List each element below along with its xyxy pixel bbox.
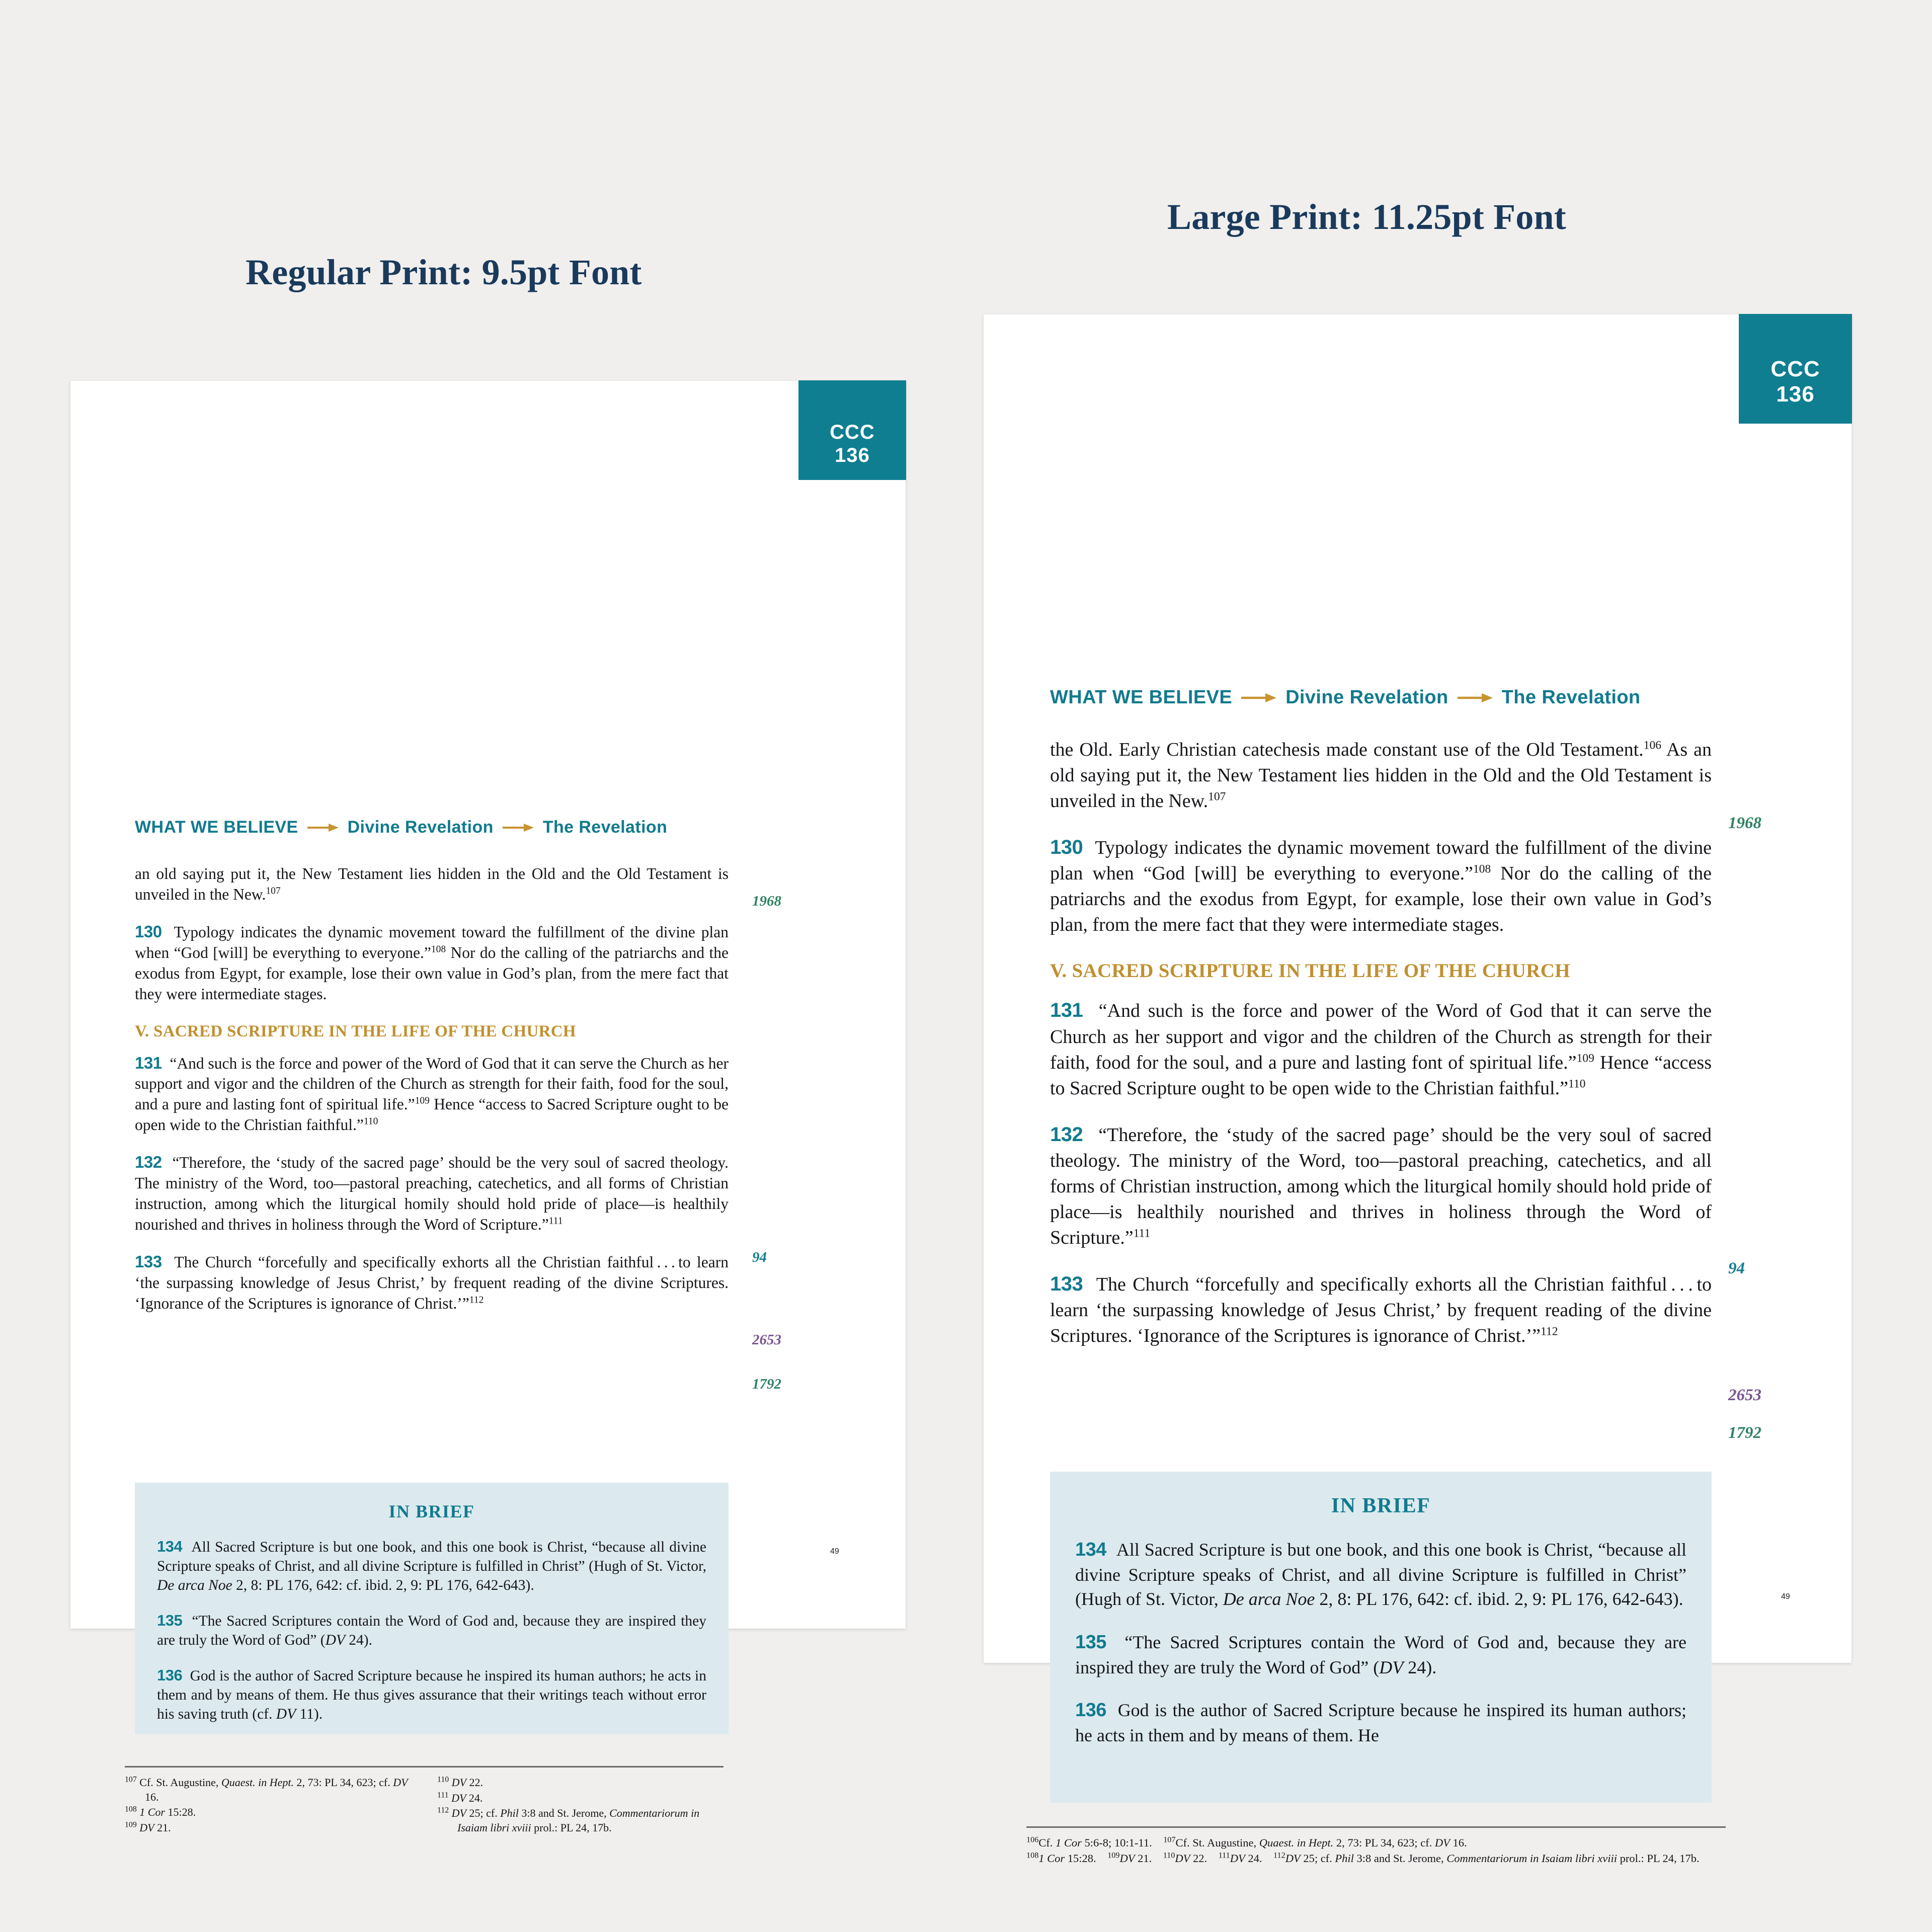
folio-page-number: 49	[1781, 1592, 1790, 1601]
footnote-item	[437, 1791, 723, 1806]
paragraph-text: Typology indicates the dynamic movement toward the fulfillment of the divine plan when “God [will] be everything to everyone.”$^{108}$ Nor do the calling of the patriarchs and the exodus from Egypt, for example, lose their own value in God’s plan, from the mere fact that they were intermediate stages.	[1050, 837, 1712, 936]
in-brief-paragraph	[1075, 1630, 1686, 1679]
arrow-right-icon	[503, 822, 534, 833]
paragraph-number: 136	[1075, 1699, 1106, 1721]
footnote-marker: 107	[125, 1775, 137, 1784]
paragraph-number: 130	[135, 922, 162, 941]
paragraph-text: “The Sacred Scriptures contain the Word of God and, because they are inspired they are truly the Word of God” (DV 24).	[157, 1613, 706, 1649]
in-brief-paragraph	[157, 1537, 706, 1595]
paragraph-number: 134	[157, 1537, 183, 1555]
paragraph-text: All Sacred Scripture is but one book, and this one book is Christ, “because all divine Scripture speaks of Christ, and all divine Scripture is fulfilled in Christ” (Hugh of St. Victor, De arca Noe 2, 8: PL 176, 642: cf. ibid. 2, 9: PL 176, 642-643).	[157, 1539, 707, 1594]
ccc-reference-tab	[1739, 314, 1852, 424]
footnote-marker: 110	[437, 1775, 449, 1784]
paragraph-number: 132	[135, 1153, 162, 1172]
in-brief-title: IN BRIEF	[388, 1501, 475, 1521]
paragraph	[1050, 834, 1712, 938]
footnote-text: DV 24.	[451, 1791, 483, 1804]
ccc-tab-number: 136	[1776, 382, 1815, 407]
margin-reference-number: 94	[752, 1249, 767, 1265]
ccc-tab-label: CCC	[1770, 356, 1820, 381]
footnote-item	[125, 1805, 411, 1820]
footnote-text: DV 21.	[139, 1821, 171, 1834]
paragraph-number: 135	[1075, 1631, 1106, 1653]
breadcrumb-item-divine-revelation[interactable]: Divine Revelation	[1285, 687, 1448, 708]
paragraph-text: “Therefore, the ‘study of the sacred page’ should be the very soul of sacred theology. The ministry of the Word, too—pastoral preaching, catechetics, and all forms of Christian instruction, among which the liturgical homily should hold pride of place—is healthily nourished and thrives in holiness through the Word of Scripture.”$^{111}$	[1050, 1124, 1712, 1248]
folio-page-number: 49	[830, 1547, 839, 1556]
paragraph	[1050, 737, 1712, 814]
margin-reference-number: 2653	[752, 1332, 781, 1348]
paragraph-text: God is the author of Sacred Scripture because he inspired its human authors; he acts in them and by means of them. He thus gives assurance that their writings teach without error his saving truth (cf. DV 11).	[157, 1667, 706, 1723]
margin-reference-number: 1968	[752, 893, 781, 909]
margin-reference-number: 1792	[1728, 1424, 1761, 1442]
breadcrumb-item-divine-revelation[interactable]: Divine Revelation	[347, 818, 494, 837]
footnote-marker: 109	[125, 1820, 137, 1829]
paragraph-text: “Therefore, the ‘study of the sacred page’ should be the very soul of sacred theology. The ministry of the Word, too—pastoral preaching, catechetics, and all forms of Christian instruction, among which the liturgical homily should hold pride of place—is healthily nourished and thrives in holiness through the Word of Scripture.”$^{111}$	[135, 1154, 729, 1234]
paragraph-text: an old saying put it, the New Testament lies hidden in the Old and the Old Testament is unveiled in the New.$^{107}$	[135, 865, 729, 903]
paragraph	[135, 1053, 729, 1136]
in-brief-paragraph	[157, 1611, 706, 1650]
footnote-divider	[1026, 1826, 1726, 1828]
paragraph	[135, 864, 729, 905]
footnote-marker: 112	[437, 1806, 449, 1815]
paragraph	[1050, 1271, 1712, 1349]
paragraph-number: 135	[157, 1611, 183, 1629]
paragraph-text: “And such is the force and power of the Word of God that it can serve the Church as her support and vigor and the children of the Church as strength for their faith, food for the soul, and a pure and lasting font of spiritual life.”$^{109}$ Hence “access to Sacred Scripture ought to be open wide to the Christian faithful.”$^{110}$	[1050, 1000, 1712, 1099]
margin-reference-number: 1968	[1728, 814, 1761, 832]
in-brief-paragraph	[1075, 1698, 1686, 1747]
body-column	[135, 864, 729, 1330]
paragraph-number: 136	[157, 1666, 183, 1684]
in-brief-box	[135, 1483, 729, 1734]
ccc-tab-label: CCC	[830, 421, 875, 443]
breadcrumb-item-what-we-believe[interactable]: WHAT WE BELIEVE	[1050, 687, 1233, 708]
footnote-text: DV 22.	[451, 1776, 483, 1789]
breadcrumb-item-the-revelation[interactable]: The Revelation	[1501, 687, 1641, 708]
arrow-right-icon	[307, 822, 339, 833]
breadcrumb-item-the-revelation[interactable]: The Revelation	[542, 818, 668, 837]
paragraph-number: 133	[1050, 1272, 1083, 1295]
footnote-list	[1026, 1835, 1731, 1866]
breadcrumb-item-what-we-believe[interactable]: WHAT WE BELIEVE	[135, 818, 298, 837]
footnote-marker: 111	[437, 1791, 449, 1800]
paragraph-number: 131	[135, 1053, 162, 1072]
paragraph	[135, 1251, 729, 1314]
paragraph-number: 132	[1050, 1123, 1083, 1146]
paragraph-text: the Old. Early Christian catechesis made constant use of the Old Testament.$^{106}$ As an old saying put it, the New Testament lies hidden in the Old and the Old Testament is unveiled in the New.$^{107}$	[1050, 739, 1712, 812]
paragraph-text: The Church “forcefully and specifically exhorts all the Christian faithful . . . to learn ‘the surpassing knowledge of Jesus Christ,’ by frequent reading of the divine Scriptures. ‘Ignorance of the Scriptures is ignorance of Christ.’”$^{112}$	[1050, 1273, 1712, 1347]
footnote-marker: 108	[125, 1805, 137, 1814]
footnote-item	[125, 1821, 411, 1835]
breadcrumb	[1050, 687, 1641, 708]
footnote-divider	[125, 1766, 723, 1767]
footnote-item: $^{106}$Cf. 1 Cor 5:6-8; 10:1-11. $^{107}$Cf. St. Augustine, Quaest. in Hept. 2, 73: PL 34, 623; cf. DV 16. $^{108}$1 Cor 15:28. $^{109}$DV 21. $^{110}$DV 22. $^{111}$DV 24. $^{112}$DV 25; cf. Phil 3:8 and St. Jerome, Commentariorum in Isaiam libri xviii prol.: PL 24, 17b.	[1026, 1835, 1700, 1865]
paragraph-number: 133	[135, 1252, 162, 1271]
breadcrumb	[135, 818, 667, 837]
section-heading: V. SACRED SCRIPTURE IN THE LIFE OF THE CHURCH	[1050, 960, 1570, 982]
arrow-right-icon	[1241, 692, 1276, 704]
paragraph-text: God is the author of Sacred Scripture because he inspired its human authors; he acts in them and by means of them. He	[1075, 1700, 1687, 1745]
page-sheet-large-print	[984, 314, 1852, 1865]
page-sheet-regular-print	[70, 381, 906, 1834]
margin-reference-number: 94	[1728, 1259, 1745, 1277]
caption-large-print: Large Print: 11.25pt Font	[1167, 197, 1566, 237]
body-column	[1050, 737, 1712, 1369]
footnote-item	[125, 1776, 411, 1804]
paragraph-number: 134	[1075, 1539, 1106, 1561]
footnote-item	[437, 1776, 723, 1790]
arrow-right-icon	[1458, 692, 1493, 704]
caption-regular-print: Regular Print: 9.5pt Font	[246, 252, 642, 292]
footnote-text: Cf. St. Augustine, Quaest. in Hept. 2, 73: PL 34, 623; cf. DV 16.	[139, 1776, 408, 1803]
margin-reference-number: 2653	[1728, 1386, 1761, 1404]
paragraph-text: Typology indicates the dynamic movement toward the fulfillment of the divine plan when “God [will] be everything to everyone.”$^{108}$ Nor do the calling of the patriarchs and the exodus from Egypt, for example, lose their own value in God’s plan, from the mere fact that they were intermediate stages.	[135, 923, 729, 1003]
in-brief-title: IN BRIEF	[1331, 1494, 1431, 1517]
paragraph	[1050, 997, 1712, 1101]
footnote-list	[125, 1776, 723, 1836]
paragraph-text: All Sacred Scripture is but one book, and this one book is Christ, “because all divine Scripture speaks of Christ, and all divine Scripture is fulfilled in Christ” (Hugh of St. Victor, De arca Noe 2, 8: PL 176, 642: cf. ibid. 2, 9: PL 176, 642-643).	[1075, 1540, 1687, 1609]
in-brief-paragraph	[1075, 1537, 1686, 1611]
paragraph-number: 131	[1050, 999, 1083, 1022]
footnote-text: DV 25; cf. Phil 3:8 and St. Jerome, Commentariorum in Isaiam libri xviii prol.: PL 24, 17b.	[451, 1807, 700, 1834]
section-heading: V. SACRED SCRIPTURE IN THE LIFE OF THE CHURCH	[135, 1022, 576, 1040]
paragraph-text: “The Sacred Scriptures contain the Word of God and, because they are inspired they are truly the Word of God” (DV 24).	[1075, 1632, 1686, 1677]
ccc-tab-number: 136	[835, 444, 870, 466]
in-brief-paragraph	[157, 1665, 706, 1724]
paragraph-text: “And such is the force and power of the Word of God that it can serve the Church as her support and vigor and the children of the Church as strength for their faith, food for the soul, and a pure and lasting font of spiritual life.”$^{109}$ Hence “access to Sacred Scripture ought to be open wide to the Christian faithful.”$^{110}$	[135, 1054, 729, 1134]
ccc-reference-tab	[798, 380, 906, 480]
footnote-text: 1 Cor 15:28.	[139, 1806, 196, 1819]
paragraph-text: The Church “forcefully and specifically exhorts all the Christian faithful . . . to learn ‘the surpassing knowledge of Jesus Christ,’ by frequent reading of the divine Scriptures. ‘Ignorance of the Scriptures is ignorance of Christ.’”$^{112}$	[135, 1253, 729, 1312]
paragraph	[135, 921, 729, 1005]
paragraph-number: 130	[1050, 836, 1083, 858]
in-brief-box	[1050, 1472, 1712, 1803]
margin-reference-number: 1792	[752, 1376, 781, 1392]
paragraph	[135, 1152, 729, 1235]
footnote-item	[437, 1806, 723, 1835]
paragraph	[1050, 1121, 1712, 1251]
